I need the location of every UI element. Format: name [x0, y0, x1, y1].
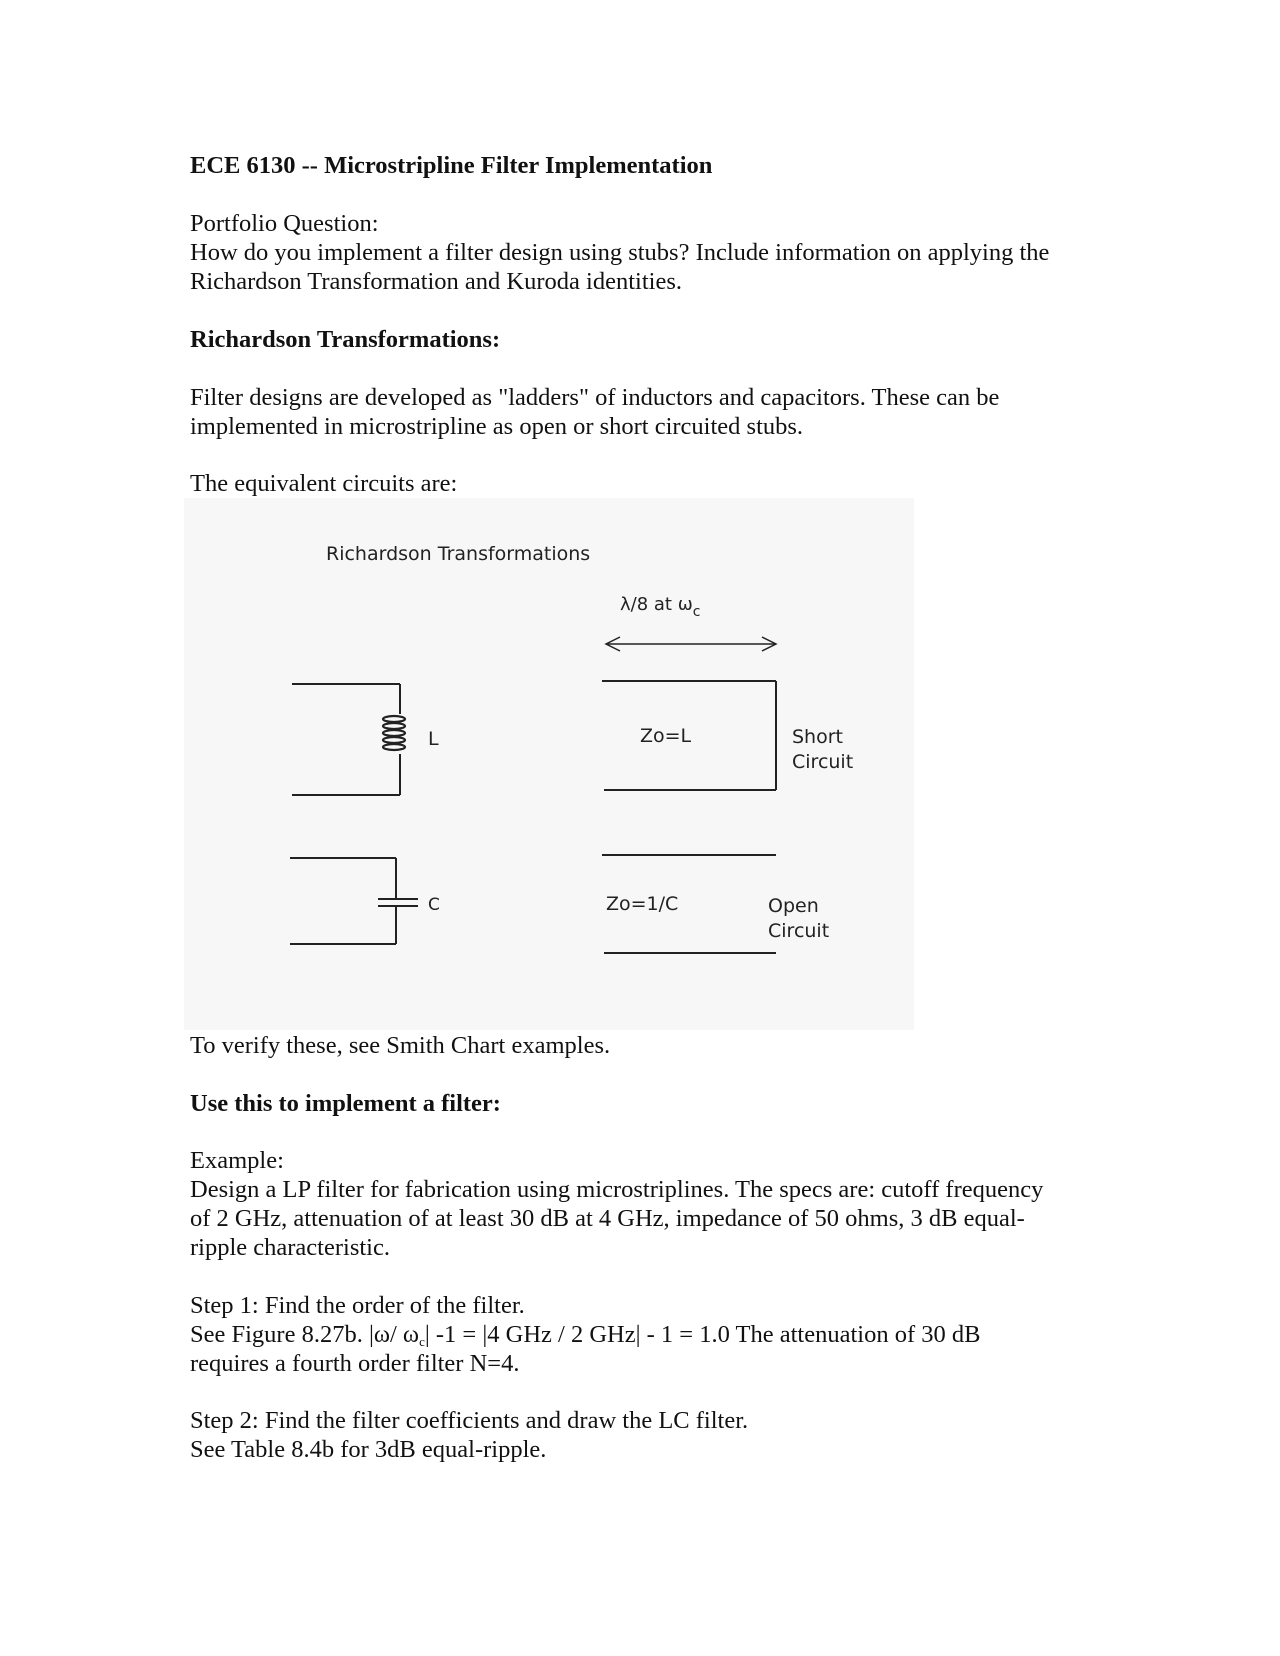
- example-line: ripple characteristic.: [190, 1234, 390, 1261]
- example-line: Design a LP filter for fabrication using microstriplines. The specs are: cutoff frequency: [190, 1176, 1044, 1203]
- paragraph-line: implemented in microstripline as open or short circuited stubs.: [190, 413, 804, 440]
- inductor-coil: [383, 716, 405, 750]
- section-heading-richardson: Richardson Transformations:: [190, 326, 501, 353]
- step1-line: requires a fourth order filter N=4.: [190, 1350, 520, 1377]
- portfolio-question-line: How do you implement a filter design using stubs? Include information on applying the: [190, 239, 1050, 266]
- section-heading-implement: Use this to implement a filter:: [190, 1090, 501, 1117]
- equivalent-circuits-intro: The equivalent circuits are:: [190, 470, 458, 497]
- step2-title: Step 2: Find the filter coefficients and draw the LC filter.: [190, 1407, 749, 1434]
- page-title: ECE 6130 -- Microstripline Filter Implementation: [190, 152, 713, 179]
- open-circuit-label: Circuit: [768, 920, 830, 942]
- portfolio-question-line: Richardson Transformation and Kuroda identities.: [190, 268, 682, 295]
- length-arrow: [606, 637, 776, 651]
- short-circuit-label: Short: [792, 726, 843, 748]
- capacitor-label: C: [428, 895, 440, 915]
- short-circuit-label: Circuit: [792, 751, 854, 773]
- paragraph-line: Filter designs are developed as "ladders" of inductors and capacitors. These can be: [190, 384, 1000, 411]
- zo-capacitor-label: Zo=1/C: [606, 893, 679, 915]
- capacitor-circuit: [290, 858, 418, 944]
- step1-title: Step 1: Find the order of the filter.: [190, 1292, 525, 1319]
- step2-line: See Table 8.4b for 3dB equal-ripple.: [190, 1436, 547, 1463]
- example-label: Example:: [190, 1147, 284, 1174]
- portfolio-label: Portfolio Question:: [190, 210, 379, 237]
- open-circuit-label: Open: [768, 895, 819, 917]
- inductor-label: L: [428, 728, 439, 750]
- length-label: λ/8 at $\omega_c$: [620, 594, 701, 620]
- verify-text: To verify these, see Smith Chart examples.: [190, 1032, 611, 1059]
- figure-title: Richardson Transformations: [326, 543, 591, 565]
- zo-inductor-label: Zo=L: [640, 725, 692, 747]
- example-line: of 2 GHz, attenuation of at least 30 dB at 4 GHz, impedance of 50 ohms, 3 dB equal-: [190, 1205, 1025, 1232]
- step1-line: See Figure 8.27b. |ω/ $\omega_c|$ -1 = |4 GHz / 2 GHz| - 1 = 1.0 The attenuation of 30 dB: [190, 1321, 981, 1349]
- richardson-figure: [184, 498, 914, 1030]
